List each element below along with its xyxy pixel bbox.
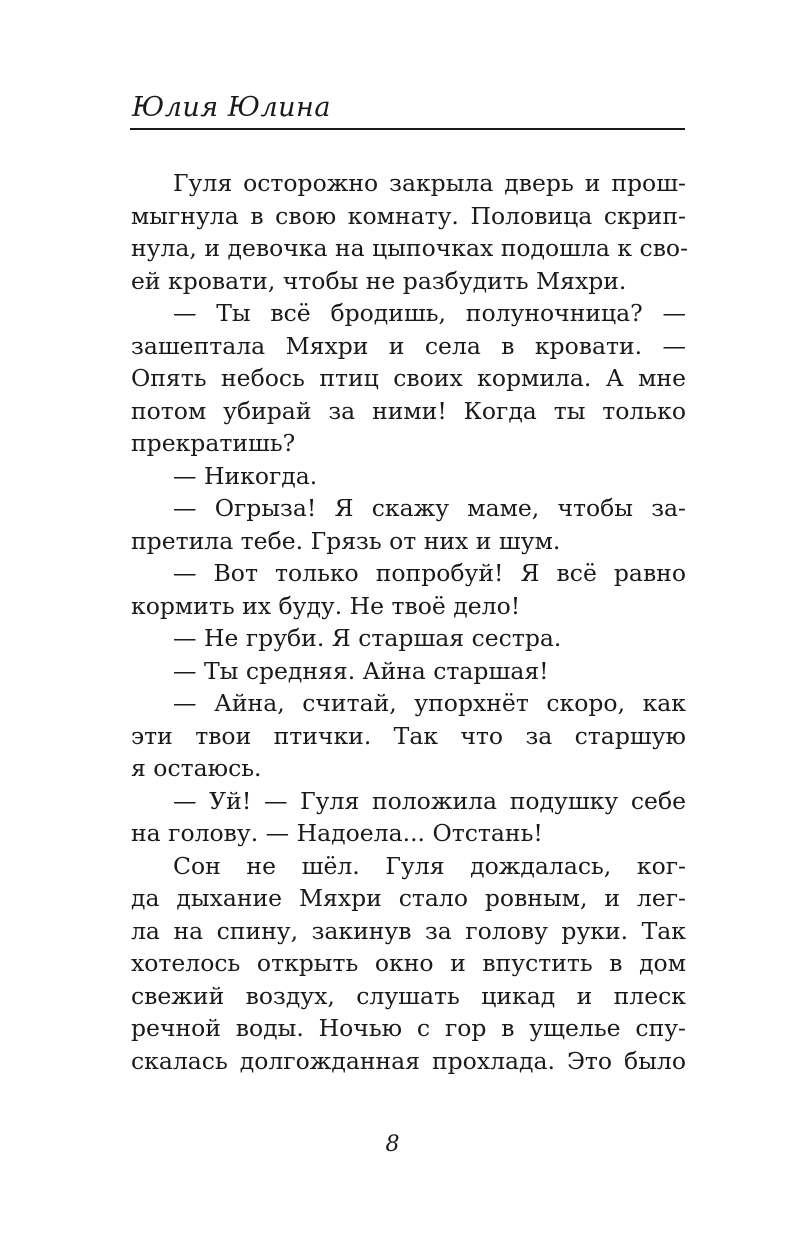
- paragraph: [131, 622, 686, 655]
- text-line: ла на спину, закинув за голову руки. Так: [131, 916, 686, 945]
- text-line: я остаюсь.: [131, 754, 262, 782]
- text-line: — Огрыза! Я скажу маме, чтобы за-: [173, 494, 686, 522]
- paragraph: [131, 850, 686, 1078]
- text-line: — Вот только попробуй! Я всё равно: [173, 559, 686, 587]
- text-line: свежий воздух, слушать цикад и плеск: [131, 981, 686, 1010]
- text-line: — Не груби. Я старшая сестра.: [173, 624, 562, 652]
- author-name: Юлия Юлина: [132, 92, 331, 123]
- text-line: — Айна, считай, упорхнёт скоро, как: [173, 689, 686, 717]
- text-line: кормить их буду. Не твоё дело!: [131, 591, 521, 620]
- text-line: речной воды. Ночью с гор в ущелье спу-: [131, 1014, 686, 1042]
- paragraph: [131, 460, 686, 493]
- text-line: Опять небось птиц своих кормила. А мне: [131, 364, 686, 392]
- text-line: — Ты всё бродишь, полуночница? —: [173, 299, 686, 327]
- text-line: хотелось открыть окно и впустить в дом: [131, 949, 686, 977]
- text-line: на голову. — Надоела... Отстань!: [131, 819, 543, 847]
- text-line: потом убирай за ними! Когда ты только: [131, 396, 686, 425]
- paragraph: [131, 785, 686, 850]
- body-text: [131, 167, 689, 1077]
- text-line: Гуля осторожно закрыла дверь и прош-: [173, 169, 686, 197]
- text-line: — Никогда.: [173, 461, 318, 490]
- text-line: эти твои птички. Так что за старшую: [131, 721, 686, 750]
- text-line: зашептала Мяхри и села в кровати. —: [131, 331, 686, 360]
- text-line: — Ты средняя. Айна старшая!: [173, 656, 549, 685]
- paragraph: [131, 655, 686, 688]
- text-line: Сон не шёл. Гуля дождалась, ког-: [173, 851, 686, 880]
- text-line: нула, и девочка на цыпочках подошла к сво-: [131, 234, 689, 262]
- paragraph: [131, 492, 686, 557]
- paragraph: [131, 687, 686, 785]
- paragraph: [131, 167, 689, 297]
- text-line: — Уй! — Гуля положила подушку себе: [173, 786, 686, 815]
- text-line: претила тебе. Грязь от них и шум.: [131, 526, 561, 555]
- header-rule: [130, 128, 685, 130]
- text-line: скалась долгожданная прохлада. Это было: [131, 1046, 686, 1075]
- text-line: прекратишь?: [131, 429, 296, 457]
- text-line: мыгнула в свою комнату. Половица скрип-: [131, 201, 686, 230]
- text-line: ей кровати, чтобы не разбудить Мяхри.: [131, 266, 627, 295]
- text-line: да дыхание Мяхри стало ровным, и лег-: [131, 884, 686, 912]
- paragraph: [131, 297, 686, 460]
- running-head: [130, 92, 685, 130]
- paragraph: [131, 557, 686, 622]
- page-number: 8: [385, 1132, 400, 1157]
